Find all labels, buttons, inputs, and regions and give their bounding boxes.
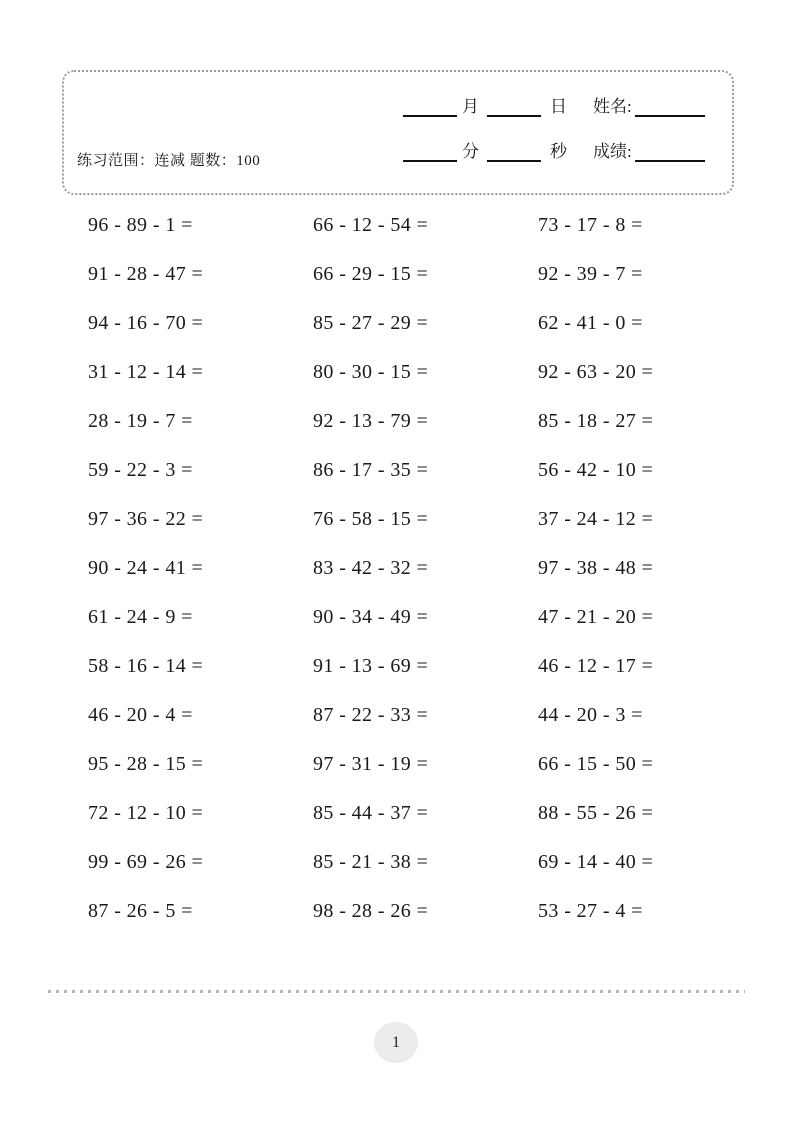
problem: 95 - 28 - 15 = <box>88 753 204 775</box>
problem: 91 - 13 - 69 = <box>313 655 429 677</box>
page-number-badge <box>374 1022 418 1063</box>
problem: 87 - 26 - 5 = <box>88 900 193 922</box>
problem: 58 - 16 - 14 = <box>88 655 204 677</box>
problem: 83 - 42 - 32 = <box>313 557 429 579</box>
problem: 72 - 12 - 10 = <box>88 802 204 824</box>
month-label: 月 <box>462 97 479 116</box>
problem: 66 - 15 - 50 = <box>538 753 654 775</box>
minute-blank <box>403 146 457 162</box>
second-blank <box>487 146 541 162</box>
problem: 44 - 20 - 3 = <box>538 704 643 726</box>
day-blank <box>487 101 541 117</box>
problem: 85 - 27 - 29 = <box>313 312 429 334</box>
month-blank <box>403 101 457 117</box>
problem: 90 - 34 - 49 = <box>313 606 429 628</box>
date-name-line <box>403 98 705 117</box>
problem: 87 - 22 - 33 = <box>313 704 429 726</box>
problem: 92 - 63 - 20 = <box>538 361 654 383</box>
problem: 62 - 41 - 0 = <box>538 312 643 334</box>
problem: 66 - 12 - 54 = <box>313 214 429 236</box>
problem: 99 - 69 - 26 = <box>88 851 204 873</box>
minute-label: 分 <box>462 142 479 161</box>
problem: 28 - 19 - 7 = <box>88 410 193 432</box>
problem: 47 - 21 - 20 = <box>538 606 654 628</box>
score-label: 成绩: <box>593 142 632 161</box>
problem: 97 - 36 - 22 = <box>88 508 204 530</box>
page-number: 1 <box>392 1033 400 1051</box>
header-box <box>62 70 734 195</box>
problem: 96 - 89 - 1 = <box>88 214 193 236</box>
problem: 56 - 42 - 10 = <box>538 459 654 481</box>
problem: 66 - 29 - 15 = <box>313 263 429 285</box>
problem: 73 - 17 - 8 = <box>538 214 643 236</box>
problem: 85 - 21 - 38 = <box>313 851 429 873</box>
problem: 46 - 12 - 17 = <box>538 655 654 677</box>
practice-info: 练习范围：连减 题数：100 <box>77 153 261 169</box>
problem: 85 - 44 - 37 = <box>313 802 429 824</box>
problem: 69 - 14 - 40 = <box>538 851 654 873</box>
name-blank <box>635 101 705 117</box>
problem: 59 - 22 - 3 = <box>88 459 193 481</box>
problem: 76 - 58 - 15 = <box>313 508 429 530</box>
footer-divider <box>48 990 745 993</box>
problem: 85 - 18 - 27 = <box>538 410 654 432</box>
time-score-line <box>403 143 705 162</box>
problem: 61 - 24 - 9 = <box>88 606 193 628</box>
problem: 88 - 55 - 26 = <box>538 802 654 824</box>
problem: 53 - 27 - 4 = <box>538 900 643 922</box>
problems-grid <box>88 201 755 936</box>
problem: 90 - 24 - 41 = <box>88 557 204 579</box>
problem: 37 - 24 - 12 = <box>538 508 654 530</box>
name-label: 姓名: <box>593 97 632 116</box>
problem: 94 - 16 - 70 = <box>88 312 204 334</box>
problem: 91 - 28 - 47 = <box>88 263 204 285</box>
second-label: 秒 <box>550 142 567 161</box>
problem: 46 - 20 - 4 = <box>88 704 193 726</box>
problem: 97 - 31 - 19 = <box>313 753 429 775</box>
score-blank <box>635 146 705 162</box>
problem: 86 - 17 - 35 = <box>313 459 429 481</box>
problem: 31 - 12 - 14 = <box>88 361 204 383</box>
day-label: 日 <box>550 97 567 116</box>
problem: 92 - 39 - 7 = <box>538 263 643 285</box>
problem: 98 - 28 - 26 = <box>313 900 429 922</box>
problem: 80 - 30 - 15 = <box>313 361 429 383</box>
problem: 92 - 13 - 79 = <box>313 410 429 432</box>
problem: 97 - 38 - 48 = <box>538 557 654 579</box>
